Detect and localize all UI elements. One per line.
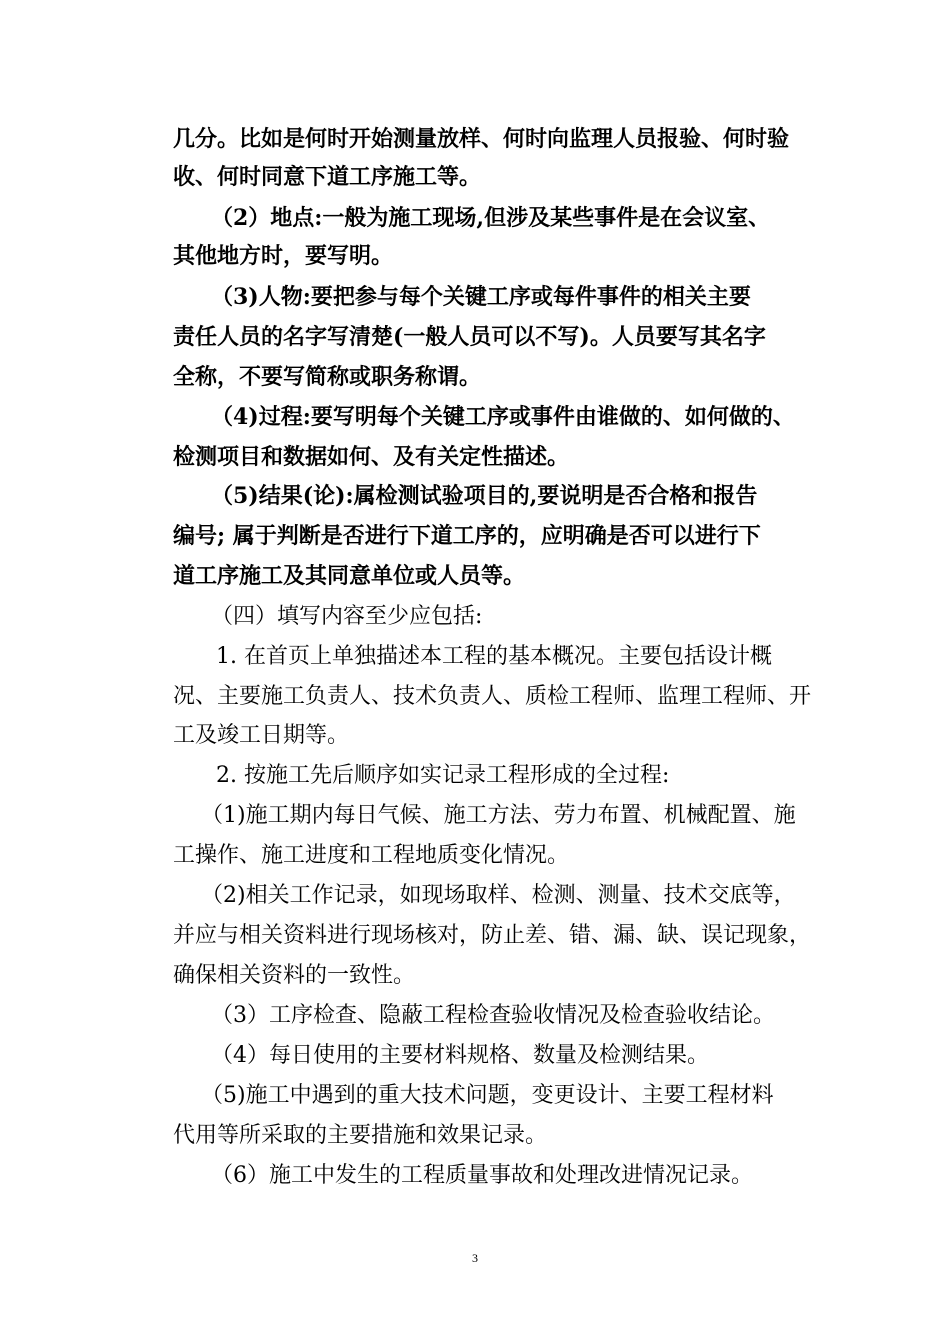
text-line-7: 全称，不要写简称或职务称谓。 <box>173 364 482 390</box>
text-line-12: 道工序施工及其同意单位或人员等。 <box>173 563 526 589</box>
text-line-13: （四）填写内容至少应包括: <box>211 604 483 629</box>
text-line-21: 并应与相关资料进行现场核对，防止差、错、漏、缺、误记现象， <box>173 923 812 948</box>
text-line-19: 工操作、施工进度和工程地质变化情况。 <box>173 843 570 868</box>
text-line-15: 况、主要施工负责人、技术负责人、质检工程师、监理工程师、开 <box>173 684 812 709</box>
text-line-9: 检测项目和数据如何、及有关定性描述。 <box>173 444 570 470</box>
text-line-17: 2. 按施工先后顺序如实记录工程形成的全过程: <box>216 763 670 788</box>
text-line-20: （2)相关工作记录，如现场取样、检测、测量、技术交底等， <box>201 883 796 908</box>
text-line-11: 编号; 属于判断是否进行下道工序的，应明确是否可以进行下 <box>173 523 761 549</box>
text-line-6: 责任人员的名字写清楚(一般人员可以不写)。人员要写其名字 <box>173 324 766 350</box>
text-line-16: 工及竣工日期等。 <box>173 723 350 748</box>
text-line-14: 1. 在首页上单独描述本工程的基本概况。主要包括设计概 <box>216 644 772 669</box>
text-line-10: （5)结果(论):属检测试验项目的,要说明是否合格和报告 <box>211 483 758 509</box>
page-number: 3 <box>472 1251 478 1265</box>
text-line-8: （4)过程:要写明每个关键工序或事件由谁做的、如何做的、 <box>211 404 795 430</box>
text-line-25: （5)施工中遇到的重大技术问题，变更设计、主要工程材料 <box>201 1083 774 1108</box>
text-line-4: 其他地方时，要写明。 <box>173 243 394 269</box>
text-line-23: （3）工序检查、隐蔽工程检查验收情况及检查验收结论。 <box>211 1003 775 1028</box>
text-line-18: （1)施工期内每日气候、施工方法、劳力布置、机械配置、施 <box>201 803 796 828</box>
text-line-24: （4）每日使用的主要材料规格、数量及检测结果。 <box>211 1043 709 1068</box>
text-line-3: （2）地点:一般为施工现场,但涉及某些事件是在会议室、 <box>211 205 771 231</box>
text-line-1: 几分。比如是何时开始测量放样、何时向监理人员报验、何时验 <box>173 126 790 152</box>
text-line-5: （3)人物:要把参与每个关键工序或每件事件的相关主要 <box>211 284 751 310</box>
text-line-26: 代用等所采取的主要措施和效果记录。 <box>173 1123 548 1148</box>
text-line-27: （6）施工中发生的工程质量事故和处理改进情况记录。 <box>211 1163 753 1188</box>
text-line-2: 收、何时同意下道工序施工等。 <box>173 164 482 190</box>
text-line-22: 确保相关资料的一致性。 <box>173 963 416 988</box>
